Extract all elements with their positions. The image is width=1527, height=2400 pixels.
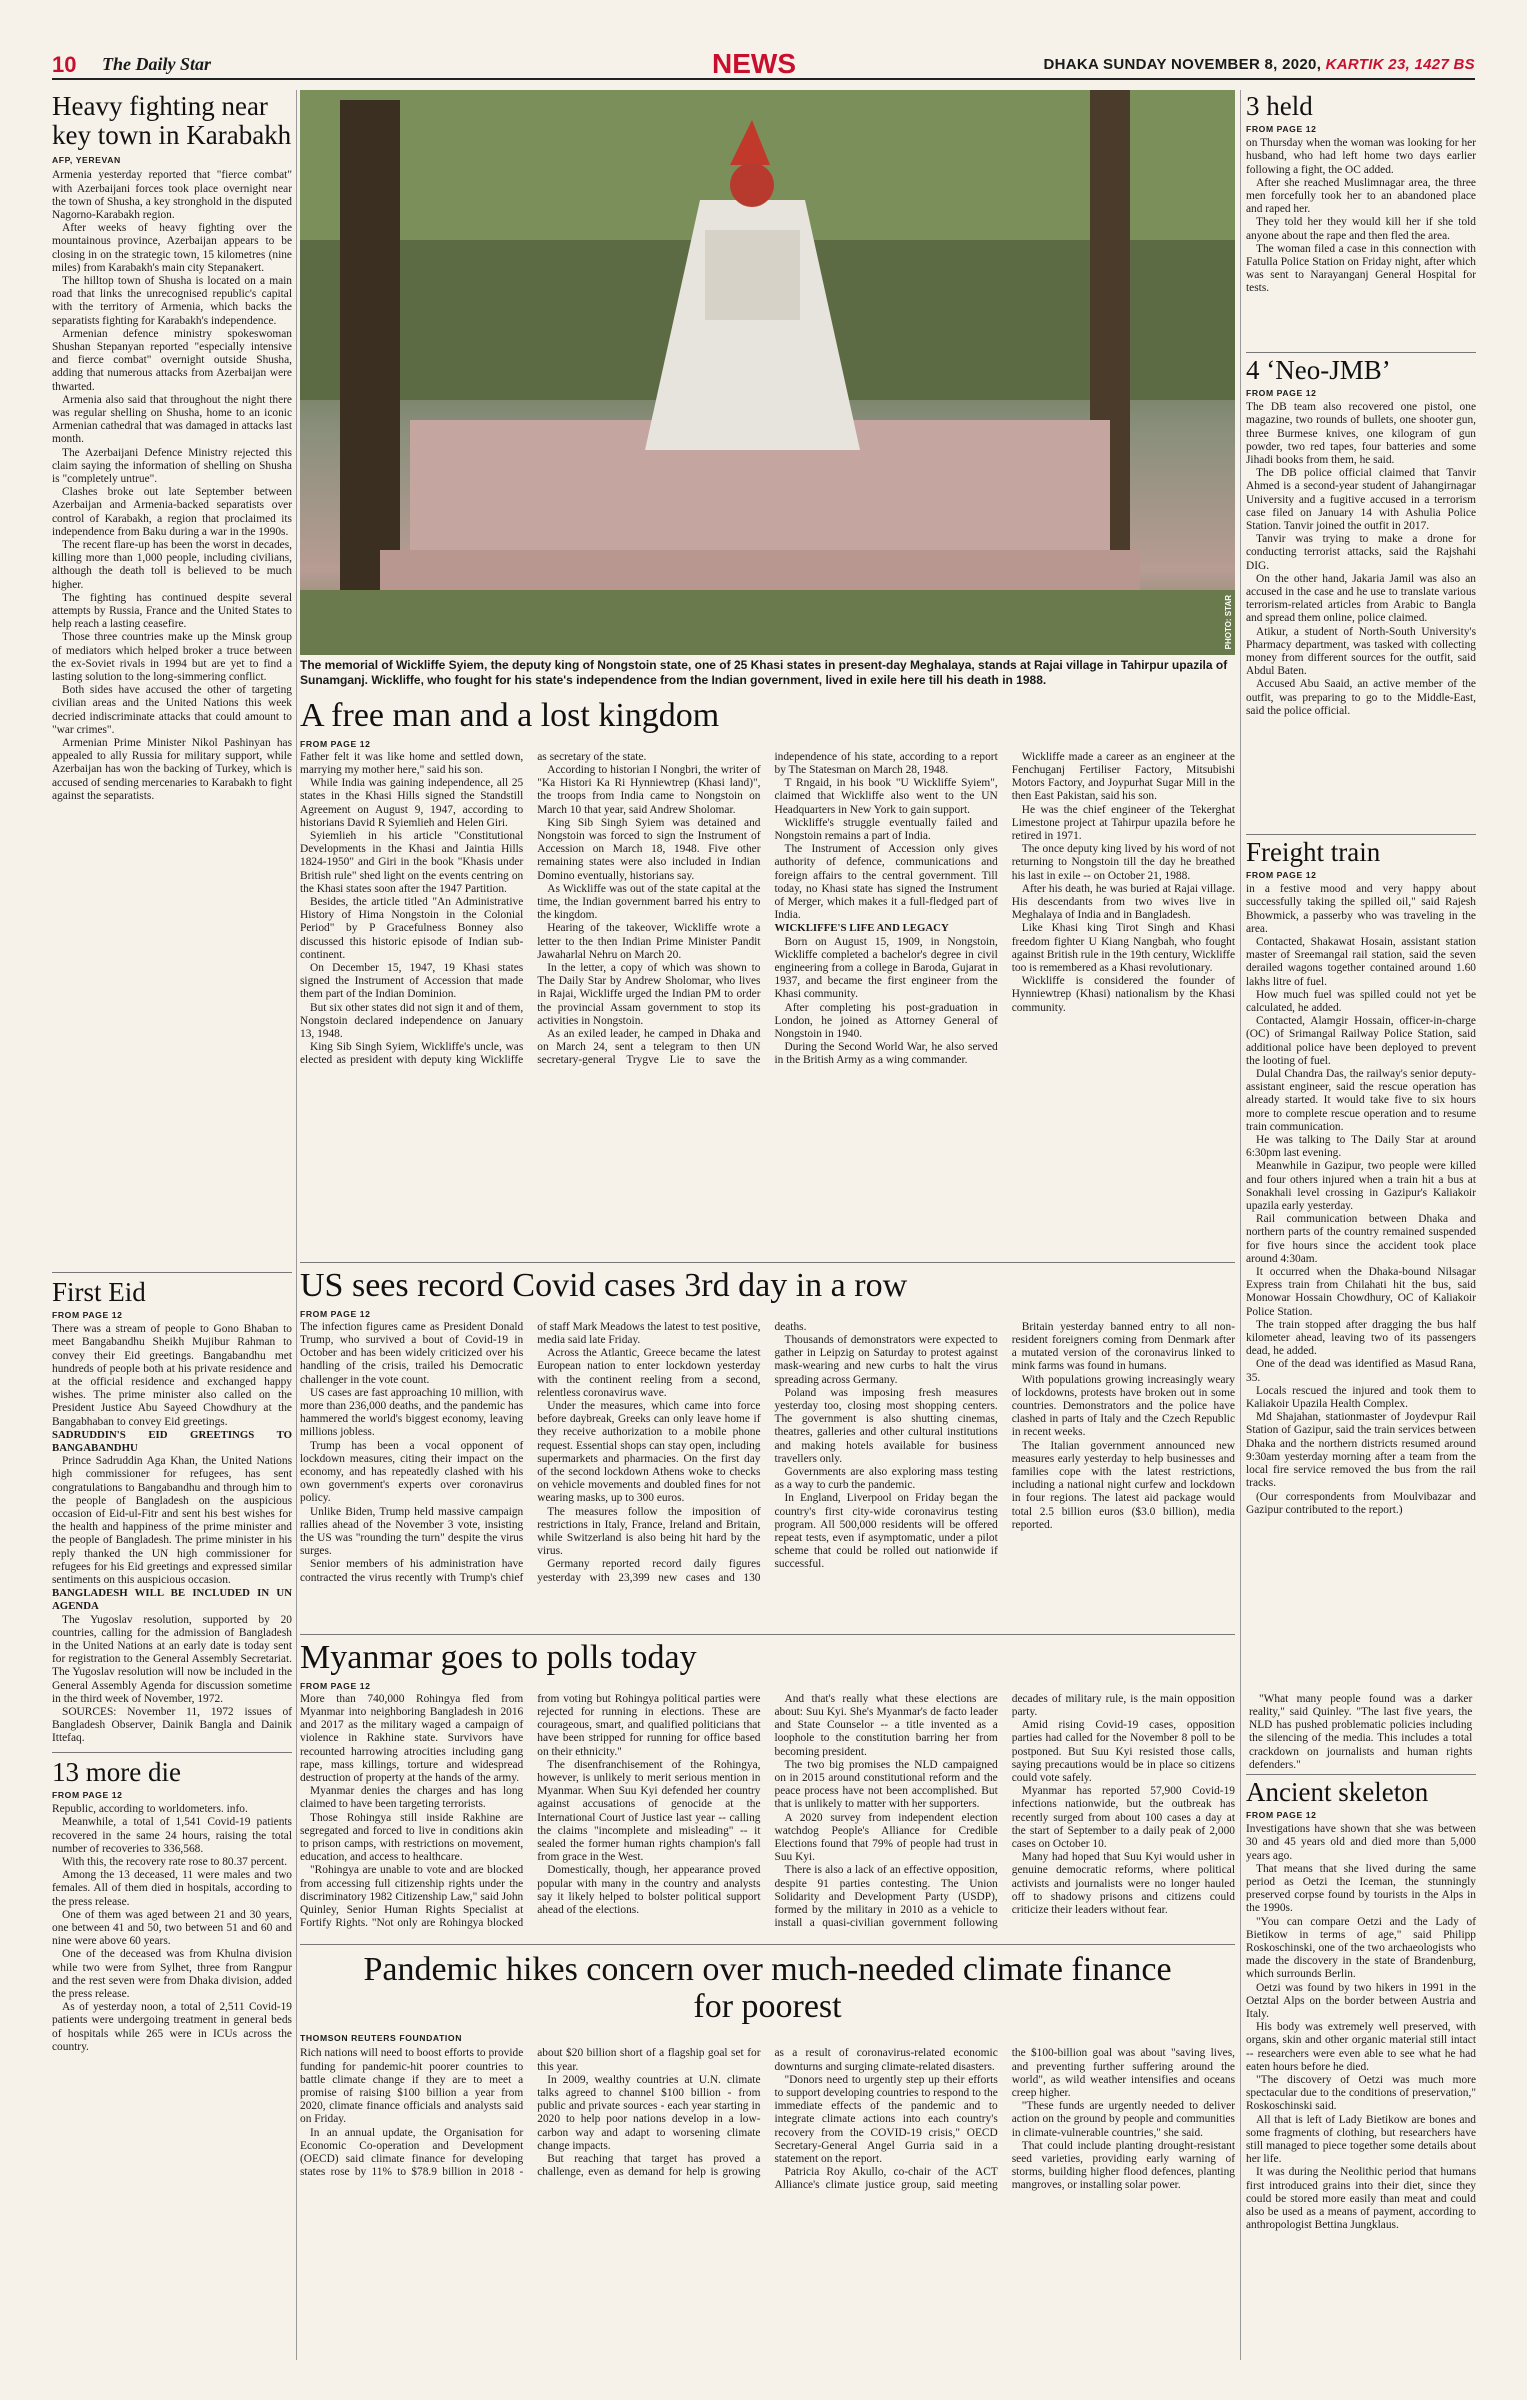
paragraph: According to historian I Nongbri, the writer of "Ka Histori Ka Ri Hynniewtrep (Khasi land)", the troops from India came to Nongstoin on March 10 that year, said Andrew Sholomar. <box>537 763 761 816</box>
paragraph: Myanmar has reported 57,900 Covid-19 infections nationwide, but the outbreak has recently surged from about 100 cases a day at the start of September to a daily peak of 2,000 cases on October 10. <box>1011 1785 1235 1850</box>
paragraph: Armenian Prime Minister Nikol Pashinyan has appealed to ally Russia for military support, while Azerbaijan has won the backing of Turkey, which is accused of sending mercenaries to Karabakh to fight against the separatists. <box>52 737 292 802</box>
paragraph: "Rohingya are unable to vote and are blocked from accessing full citizenship rights under the discriminatory 1982 Citizenship Law," said John Quinley, Senior Human Rights Specialist at Fortify Rights. "Not only are Rohingya blocked from voting but Rohingya political parties were rejected for running in elections. These are courageous, smart, and qualified politicians that have been stripped for running for office based on their ethnicity." <box>300 1692 761 1930</box>
paragraph: After his death, he was buried at Rajai village. His descendants from two wives live in Meghalaya of India and in Bangladesh. <box>1011 882 1235 922</box>
headline-more-die: 13 more die <box>52 1757 181 1787</box>
paragraph: Accused Abu Saaid, an active member of the outfit, was preparing to go to the Middle-East, said the police official. <box>1246 678 1476 717</box>
paragraph: Rail communication between Dhaka and northern parts of the country remained suspended for five hours since the accident took place around 4:30am. <box>1246 1213 1476 1265</box>
paragraph: Wickliffe made a career as an engineer at the Fenchuganj Fertiliser Factory, Mitsubishi Motors Factory, and Joypurhat Sugar Mill in the then East Pakistan, said his son. <box>1011 750 1235 803</box>
source-skeleton: FROM PAGE 12 <box>1246 1810 1317 1821</box>
paragraph: It was during the Neolithic period that humans first introduced grains into their diet, since they could be stored more easily than meat and could also be used as a means of payment, according to anthropologist Bettina Jungklaus. <box>1246 2166 1476 2232</box>
headline-pandemic: Pandemic hikes concern over much-needed climate finance for poorest <box>363 1951 1172 2025</box>
paragraph: Britain yesterday banned entry to all non-resident foreigners coming from Denmark after a mutated version of the coronavirus linked to mink farms was found in humans. <box>1011 1320 1235 1373</box>
paragraph: Tanvir was trying to make a drone for conducting terrorist attacks, said the Rajshahi DIG. <box>1246 533 1476 572</box>
paragraph: The train stopped after dragging the bus half kilometer ahead, leaving two of its passengers dead, he added. <box>1246 1318 1476 1358</box>
paragraph: Like Khasi king Tirot Singh and Khasi freedom fighter U Kiang Nangbah, who fought against British rule in the 19th century, Wickliffe too is remembered as a Khasi revolutionary. <box>1011 922 1235 974</box>
paragraph: More than 740,000 Rohingya fled from Myanmar into neighboring Bangladesh in 2016 and 2017 as the military waged a campaign of violence in Rakhine state. Survivors have recounted harrowing atrocities including gang rape, mass killings, torture and widespread destruction of property at the hands of the army. <box>300 1692 524 1784</box>
paragraph: On the other hand, Jakaria Jamil was also an accused in the case and he use to translate various terrorism-related articles from Arabic to Bangla and spread them online, police claimed. <box>1246 572 1476 625</box>
paragraph: With this, the recovery rate rose to 80.37 percent. <box>62 1855 288 1868</box>
article-first-eid <box>52 1278 292 1746</box>
paragraph: Among the 13 deceased, 11 were males and two females. All of them died in hospitals, according to the press release. <box>52 1869 292 1908</box>
article-more-die <box>52 1758 292 2358</box>
paragraph: Contacted, Alamgir Hossain, officer-in-charge (OC) of Srimangal Railway Police Station, said additional police have been deployed to prevent the looting of fuel. <box>1246 1015 1476 1067</box>
paragraph: But reaching that target has proved a challenge, even as demand for help is growing as a result of coronavirus-related economic downturns and surging climate-related disasters. <box>537 2047 998 2179</box>
source-more-die: FROM PAGE 12 <box>52 1790 123 1801</box>
subheading: BANGLADESH WILL BE INCLUDED IN UN AGENDA <box>52 1587 292 1613</box>
paragraph: With populations growing increasingly weary of lockdowns, protests have broken out in some countries. Demonstrators and the police have clashed in parts of Italy and the Czech Republic in recent weeks. <box>1011 1373 1235 1439</box>
headline-karabakh: Heavy fighting near key town in Karabakh <box>52 91 292 151</box>
section-title: NEWS <box>712 48 796 79</box>
paragraph: SOURCES: November 11, 1972 issues of Bangladesh Observer, Dainik Bangla and Dainik Ittefaq. <box>52 1706 292 1745</box>
paragraph: Under the measures, which came into force before daybreak, Greeks can only leave home if they receive authorization to a mobile phone request. Essential shops can stay open, including supermarkets and pharmacies. On the first day of the second lockdown Athens woke to checks on vehicle movements and doubled fines for not wearing masks, up to 300 euros. <box>537 1399 761 1505</box>
body-first-eid <box>52 1323 292 1746</box>
paragraph: Poland was imposing fresh measures yesterday too, closing most shopping centers. The government is also shutting cinemas, theatres, galleries and other cultural institutions and making hotels available for business travellers only. <box>774 1386 998 1465</box>
paragraph: In the letter, a copy of which was shown to The Daily Star by Andrew Sholomar, who lives in Rajai, Wickliffe urged the Indian PM to order the provincial Assam government to stop its activities in Nongstoin. <box>537 961 761 1027</box>
paragraph: And that's really what these elections are about: Suu Kyi. She's Myanmar's de facto leader and State Counselor -- a title invented as a loophole to the constitution barring her from becoming president. <box>774 1692 998 1758</box>
paragraph: While India was gaining independence, all 25 states in the Khasi Hills signed the Standstill Agreement on August 9, 1947, according to historians David R Syiemlieh and Helen Giri. <box>300 777 524 829</box>
paragraph: As of yesterday noon, a total of 2,511 Covid-19 patients were undergoing treatment in general beds of hospitals while 265 were in ICUs across the country. <box>52 2001 292 2053</box>
paragraph: Rich nations will need to boost efforts to provide funding for pandemic-hit poorer countries to battle climate change if they are to meet a promise of raising $100 billion a year from 2020, climate finance officials and analysts said on Friday. <box>300 2047 524 2126</box>
paragraph: In an annual update, the Organisation for Economic Co-operation and Development (OECD) said climate finance for developing states rose by 11% to $78.9 billion in 2018 - about $20 billion short of a flagship goal set for this year. <box>300 2047 761 2179</box>
paragraph: T Rngaid, in his book "U Wickliffe Syiem", claimed that Wickliffe also went to the UN Headquarters in New York to gain support. <box>774 777 998 816</box>
paragraph: Dulal Chandra Das, the railway's senior deputy-assistant engineer, said the rescue operation has already started. It would take five to six hours more to complete rescue operation and to resume train communication. <box>1246 1068 1476 1133</box>
paragraph: The infection figures came as President Donald Trump, who survived a bout of Covid-19 in October and has been widely criticized over his handling of the crisis, trailed his Democratic challenger in the vote count. <box>300 1320 524 1386</box>
paragraph: Besides, the article titled "An Administrative History of Hima Nongstoin in the Colonial Period" by P Gracefulness Bonney also discussed this historic episode of Indian sub-continent. <box>300 895 524 961</box>
source-three-held: FROM PAGE 12 <box>1246 124 1317 135</box>
paragraph: Trump has been a vocal opponent of lockdown measures, citing their impact on the economy, and has repeatedly clashed with his own government's experts over coronavirus policy. <box>300 1439 524 1505</box>
paragraph: That means that she lived during the same period as Oetzi the Iceman, the stunningly preserved corpse found by tourists in the Alps in the 1990s. <box>1246 1862 1476 1915</box>
headline-free-man: A free man and a lost kingdom <box>300 697 720 734</box>
paragraph: Thousands of demonstrators were expected to gather in Leipzig on Saturday to protest against mask-wearing and new curbs to halt the virus spreading across Germany. <box>774 1333 998 1386</box>
paragraph: The Instrument of Accession only gives authority of defence, communications and foreign affairs to the central government. Till today, no Khasi state has signed the Instrument of Merger, which makes it a full-fledged part of India. <box>774 843 998 922</box>
paragraph: The two big promises the NLD campaigned on in 2015 around constitutional reform and the peace process have not been accomplished. But that is unlikely to matter with her supporters. <box>774 1758 998 1811</box>
paragraph: Germany reported record daily figures yesterday with 23,399 new cases and 130 deaths. <box>537 1320 807 1584</box>
paragraph: After she reached Muslimnagar area, the three men forcefully took her to an abandoned place and raped her. <box>1246 176 1476 216</box>
paragraph: The DB police official claimed that Tanvir Ahmed is a second-year student of Jahangirnagar University and a fugitive accused in a terrorism case filed on January 14 with Ashulia Police Station. Tanvir joined the outfit in 2017. <box>1246 467 1476 532</box>
article-neo-jmb <box>1246 356 1476 832</box>
paragraph: Atikur, a student of North-South University's Pharmacy department, was tasked with collecting money from different sources for the outfit, said Abdul Baten. <box>1246 625 1476 678</box>
headline-neo-jmb: 4 ‘Neo-JMB’ <box>1246 355 1391 385</box>
paragraph: He was the chief engineer of the Tekerghat Limestone project at Tahirpur upazila before he retired in 1971. <box>1011 803 1235 842</box>
headline-covid: US sees record Covid cases 3rd day in a row <box>300 1267 908 1304</box>
paragraph: "You can compare Oetzi and the Lady of Bietikow in terms of age," said Philipp Roskoschinski, one of the two archaeologists who made the discovery in the state of Brandenburg, which surrounds Berlin. <box>1246 1915 1476 1981</box>
paragraph: After completing his post-graduation in London, he joined as Attorney General of Nongstoin in 1940. <box>774 1001 998 1040</box>
paragraph: Republic, according to worldometers. info. <box>52 1803 248 1816</box>
subheading: WICKLIFFE'S LIFE AND LEGACY <box>774 922 949 935</box>
paragraph: During the Second World War, he also served in the British Army as a wing commander. <box>774 1041 998 1067</box>
paragraph: The hilltop town of Shusha is located on a main road that links the unrecognised republic's capital with the territory of Armenia, which backs the separatists fighting for Karabakh's independence. <box>52 274 292 327</box>
paragraph: The disenfranchisement of the Rohingya, however, is unlikely to merit serious mention in Myanmar. When Suu Kyi defended her country against accusations of genocide at the International Court of Justice last year -- calling the claims "incomplete and misleading" -- it sealed the former human rights champion's fall from grace in the West. <box>537 1758 761 1864</box>
source-first-eid: FROM PAGE 12 <box>52 1310 123 1321</box>
photo-caption: The memorial of Wickliffe Syiem, the deputy king of Nongstoin state, one of 25 Khasi states in present-day Meghalaya, stands at Rajai village in Tahirpur upazila of Sunamganj. Wickliffe, who fought for his state's independence from the Indian government, lived in exile here till his death in 1988. <box>300 658 1228 687</box>
paragraph: The Italian government announced new measures early yesterday to help businesses and families cope with the latest restrictions, including a national night curfew and lockdown in four regions. The latest aid package would total 2.5 billion euros ($3.0 billion), media reported. <box>1011 1439 1235 1531</box>
source-neo-jmb: FROM PAGE 12 <box>1246 388 1317 399</box>
paragraph: Hearing of the takeover, Wickliffe wrote a letter to the then Indian Prime Minister Pandit Jawaharlal Nehru on March 20. <box>537 922 761 961</box>
paragraph: The DB team also recovered one pistol, one magazine, two rounds of bullets, one shooter gun, three Burmese knives, one kilogram of gun powder, two red tapes, four batteries and some Jihadi books from them, he said. <box>1246 401 1476 466</box>
paragraph: All that is left of Lady Bietikow are bones and some fragments of clothing, but researchers have still managed to piece together some details about her life. <box>1246 2113 1476 2166</box>
paragraph: They told her they would kill her if she told anyone about the rape and then fled the area. <box>1246 216 1476 242</box>
headline-three-held: 3 held <box>1246 91 1313 121</box>
source-karabakh: AFP, YEREVAN <box>52 155 121 166</box>
paragraph: in a festive mood and very happy about successfully taking the spilled oil," said Rajesh Bhowmick, a passerby who was traveling in the area. <box>1246 883 1476 935</box>
source-covid: FROM PAGE 12 <box>300 1308 371 1319</box>
headline-skeleton: Ancient skeleton <box>1246 1777 1429 1807</box>
source-pandemic: THOMSON REUTERS FOUNDATION <box>300 2033 463 2044</box>
paragraph: There was a stream of people to Gono Bhaban to meet Bangabandhu Sheikh Mujibur Rahman to convey their Eid greetings. Bangabandhu met hundreds of people both at his private residence and at the official residence and exchanged happy wishes. The prime minister also called on the President Justice Abu Sayeed Chowdhury at the Bangabhaban to convey Eid greetings. <box>52 1323 292 1428</box>
memorial-photo-illustration <box>300 90 1235 655</box>
body-freight <box>1246 883 1476 1517</box>
paragraph: One of the dead was identified as Masud Rana, 35. <box>1246 1358 1476 1384</box>
paragraph: Oetzi was found by two hikers in 1991 in the Oetztal Alps on the border between Austria and Italy. <box>1246 1981 1476 2020</box>
body-free-man <box>300 751 1235 1251</box>
headline-first-eid: First Eid <box>52 1277 146 1307</box>
paragraph: In England, Liverpool on Friday began the country's first city-wide coronavirus testing program. All 500,000 residents will be offered repeat tests, even if asymptomatic, under a pilot scheme that could be rolled out nationwide if successful. <box>774 1492 998 1571</box>
paragraph: How much fuel was spilled could not yet be calculated, he added. <box>1246 988 1476 1014</box>
source-free-man: FROM PAGE 12 <box>300 738 371 749</box>
paragraph: on Thursday when the woman was looking for her husband, who had left home two days earlier following a fight, the OC added. <box>1246 137 1476 176</box>
article-skeleton <box>1246 1778 1476 2360</box>
article-covid <box>300 1268 1235 1630</box>
headline-freight: Freight train <box>1246 837 1381 867</box>
paragraph: The recent flare-up has been the worst in decades, killing more than 1,000 people, including civilians, although the death toll is believed to be much higher. <box>52 539 292 591</box>
paragraph: Many had hoped that Suu Kyi would usher in genuine democratic reforms, where political activists and journalists were no longer hauled off to shadowy prisons and citizens could criticize their leaders without fear. <box>1011 1851 1235 1916</box>
paragraph: "These funds are urgently needed to deliver action on the ground by people and communities in climate-vulnerable countries," she said. <box>1011 2100 1235 2139</box>
paragraph: Domestically, though, her appearance proved popular with many in the country and analysts say it likely helped to bolster political support ahead of the elections. <box>537 1864 761 1916</box>
paragraph: Amid rising Covid-19 cases, opposition parties had called for the November 8 poll to be postponed. But Suu Kyi resisted those calls, saying precautions would be in place so citizens could vote safely. <box>1011 1719 1235 1784</box>
headline-myanmar: Myanmar goes to polls today <box>300 1639 697 1676</box>
paragraph: His body was extremely well preserved, with organs, skin and other organic material still intact -- researchers were even able to see what he had eaten hours before he died. <box>1246 2021 1476 2073</box>
paragraph: The once deputy king lived by his word of not returning to Nongstoin till the day he breathed his last in exile -- on October 21, 1988. <box>1011 843 1235 882</box>
paragraph: Meanwhile in Gazipur, two people were killed and four others injured when a train hit a bus at Sonakhali level crossing in Gazipur's Kaliakoir upazila early yesterday. <box>1246 1160 1476 1213</box>
photo-credit: PHOTO: STAR <box>1224 594 1233 649</box>
paragraph: Investigations have shown that she was between 30 and 45 years old and died more than 5,000 years ago. <box>1246 1823 1476 1862</box>
paragraph: "The discovery of Oetzi was much more spectacular due to the conditions of preservation," Roskoschinski said. <box>1246 2074 1476 2113</box>
paper-name: The Daily Star <box>102 54 212 74</box>
paragraph: Armenia also said that throughout the night there was regular shelling on Shusha, home to an iconic Armenian cathedral that was damaged in attacks last month. <box>52 393 292 446</box>
paragraph: On December 15, 1947, 19 Khasi states signed the Instrument of Accession that made them part of the Indian Dominion. <box>300 961 524 1001</box>
paragraph: Md Shajahan, stationmaster of Joydevpur Rail Station of Gazipur, said the train services between Dhaka and the northern districts resumed around 9:30am yesterday morning after a team from the local fire service removed the bus from the rail tracks. <box>1246 1411 1476 1490</box>
subheading: SADRUDDIN'S EID GREETINGS TO BANGABANDHU <box>52 1428 292 1454</box>
page-number: 10 <box>52 52 77 77</box>
paragraph: But six other states did not sign it and of them, Nongstoin declared independence on January 13, 1948. <box>300 1001 524 1040</box>
article-karabakh <box>52 92 292 1272</box>
paragraph: Senior members of his administration have contracted the virus recently with Trump's chief of staff Mark Meadows the latest to test positive, media said late Friday. <box>300 1320 761 1584</box>
article-three-held <box>1246 92 1476 350</box>
paragraph: (Our correspondents from Moulvibazar and Gazipur contributed to the report.) <box>1246 1490 1476 1516</box>
body-more-die <box>52 1803 292 2054</box>
paragraph: "Donors need to urgently step up their efforts to support developing countries to respond to the immediate effects of the pandemic and to integrate climate actions into each country's recovery from the COVID-19 crisis," OECD Secretary-General Angel Gurria said in a statement on the report. <box>774 2073 998 2166</box>
paragraph: In 2009, wealthy countries at U.N. climate talks agreed to channel $100 billion - from public and private sources - each year starting in 2020 to help poor nations develop in a low-carbon way and adapt to worsening climate change impacts. <box>537 2073 761 2152</box>
source-myanmar: FROM PAGE 12 <box>300 1680 371 1691</box>
paragraph: Both sides have accused the other of targeting civilian areas and the United Nations this week decried indiscriminate attacks that could amount to "war crimes". <box>52 684 292 736</box>
paragraph: The Yugoslav resolution, supported by 20 countries, calling for the admission of Bangladesh in the United Nations at an early date is today sent for registration to the General Assembly Secretariat. The Yugoslav resolution will now be included in the General Assembly Agenda for discussion sometime in the third week of November, 1972. <box>52 1613 292 1705</box>
body-skeleton <box>1246 1823 1476 2232</box>
paragraph: He was talking to The Daily Star at around 6:30pm last evening. <box>1246 1134 1476 1160</box>
paragraph: As an exiled leader, he camped in Dhaka and on March 24, sent a telegram to then UN secretary-general Trygve Lie to save the independence of his state, according to a report by The Statesman on March 28, 1948. <box>537 750 998 1067</box>
page-header <box>52 50 1475 80</box>
body-neo-jmb <box>1246 401 1476 718</box>
date-line: DHAKA SUNDAY NOVEMBER 8, 2020, KARTIK 23, 1427 BS <box>1043 56 1475 73</box>
paragraph: One of them was aged between 21 and 30 years, one between 41 and 50, two between 51 and 60 and nine were above 60 years. <box>52 1908 292 1948</box>
paragraph: That could include planting drought-resistant seed varieties, providing early warning of storms, building higher flood defences, planting mangroves, or installing solar power. <box>1011 2139 1235 2192</box>
paragraph: Governments are also exploring mass testing as a way to curb the pandemic. <box>774 1465 998 1492</box>
paragraph: Prince Sadruddin Aga Khan, the United Nations high commissioner for refugees, has sent congratulations to Bangabandhu and through him to the people of Bangladesh on the auspicious occasion of Eid-ul-Fitr and sent his best wishes for the health and happiness of the prime minister and the people of Bangladesh. The prime minister in his reply thanked the UN high commissioner for refugees for his Eid greetings and expressed similar sentiments on this auspicious occasion. <box>52 1455 292 1587</box>
paragraph: Syiemlieh in his article "Constitutional Developments in the Khasi and Jaintia Hills 1824-1950" and Giri in the book "Khasis under British rule" shed light on the events centring on the Khasi states soon after the 1947 Partition. <box>300 829 524 895</box>
paragraph: Wickliffe is considered the founder of Hynniewtrep (Khasi) nationalism by the Khasi community. <box>1011 975 1235 1014</box>
paragraph: The Azerbaijani Defence Ministry rejected this claim saying the information of shelling on Shusha is "completely untrue". <box>52 446 292 485</box>
paragraph: Unlike Biden, Trump held massive campaign rallies ahead of the November 3 vote, insisting the US was "rounding the turn" despite the virus surges. <box>300 1505 524 1558</box>
article-pandemic <box>300 1952 1235 2360</box>
paragraph: The woman filed a case in this connection with Fatulla Police Station on Friday night, after which was sent to Narayanganj General Hospital for tests. <box>1246 242 1476 295</box>
paragraph: King Sib Singh Syiem was detained and Nongstoin was forced to sign the Instrument of Accession on March 18, 1948. Five other remaining states were also included in Indian Domino eventually, historians say. <box>537 816 761 882</box>
paragraph: A 2020 survey from independent election watchdog People's Alliance for Credible Elections found that 79% of people had trust in Suu Kyi. <box>774 1811 998 1864</box>
paragraph: Armenia yesterday reported that "fierce combat" with Azerbaijani forces took place overnight near the town of Shusha, a key stronghold in the disputed Nagorno-Karabakh region. <box>52 169 292 221</box>
source-freight: FROM PAGE 12 <box>1246 870 1317 881</box>
paragraph: Wickliffe's struggle eventually failed and Nongstoin remains a part of India. <box>774 816 998 842</box>
paragraph: King Sib Singh Syiem, Wickliffe's uncle, was elected as president with deputy king Wickliffe as secretary of the state. <box>300 750 647 1067</box>
paragraph: Across the Atlantic, Greece became the latest European nation to enter lockdown yesterday with the continent reeling from a second, relentless coronavirus wave. <box>537 1347 761 1399</box>
paragraph: US cases are fast approaching 10 million, with more than 236,000 deaths, and the pandemic has hammered the world's biggest economy, leaving millions jobless. <box>300 1386 524 1439</box>
paragraph: It occurred when the Dhaka-bound Nilsagar Express train from Chilahati hit the bus, said Monowar Hossain Chowdhury, OC of Kaliakoir Police Station. <box>1246 1266 1476 1318</box>
paragraph: "What many people found was a darker reality," said Quinley. "The last five years, the NLD has pushed problematic policies including the silencing of the media. This includes a total crackdown on journalists and human rights defenders." <box>1249 1692 1473 1771</box>
article-free-man <box>300 698 1235 1258</box>
paragraph: Born on August 15, 1909, in Nongstoin, Wickliffe completed a bachelor's degree in civil engineering from a college in Baroda, Gujarat in 1937, and became the first engineer from the Khasi community. <box>774 935 998 1001</box>
paragraph: One of the deceased was from Khulna division while two were from Sylhet, three from Rangpur and the rest seven were from Dhaka division, added the press release. <box>52 1948 292 2000</box>
body-karabakh <box>52 169 292 803</box>
paragraph: As Wickliffe was out of the state capital at the time, the Indian government barred his entry to the kingdom. <box>537 882 761 922</box>
paragraph: There is also a lack of an effective opposition, despite 91 parties contesting. The Union Solidarity and Development Party (USDP), formed by the military in 2010 as a vehicle to install a quasi-civilian government following decades of military rule, is the main opposition party. <box>774 1692 1235 1930</box>
article-freight <box>1246 838 1476 1772</box>
body-pandemic <box>300 2047 1235 2347</box>
paragraph: Meanwhile, a total of 1,541 Covid-19 patients recovered in the same 24 hours, raising the total number of recoveries to 336,568. <box>52 1816 292 1855</box>
paragraph: Locals rescued the injured and took them to Kaliakoir Upazila Health Complex. <box>1246 1384 1476 1411</box>
paragraph: Myanmar denies the charges and has long claimed to have been targeting terrorists. <box>300 1785 524 1811</box>
body-covid <box>300 1321 1235 1626</box>
paragraph: Patricia Roy Akullo, co-chair of the ACT Alliance's climate justice group, said meeting the $100-billion goal was about "saving lives, and preventing further suffering around the world", as wild weather intensifies and oceans creep higher. <box>774 2047 1235 2192</box>
paragraph: Those three countries make up the Minsk group of mediators which helped broker a truce between the ex-Soviet rivals in 1994 but are yet to find a lasting solution to the long-simmering conflict. <box>52 631 292 684</box>
body-three-held <box>1246 137 1476 295</box>
paragraph: After weeks of heavy fighting over the mountainous province, Azerbaijan appears to be closing in on the strategic town, 15 kilometres (nine miles) from Karabakh's main city Stepanakert. <box>52 222 292 274</box>
paragraph: The measures follow the imposition of restrictions in Italy, France, Ireland and Britain, while Switzerland is also being hit hard by the virus. <box>537 1505 761 1558</box>
paragraph: Clashes broke out late September between Azerbaijan and Armenia-backed separatists over control of Karabakh, a region that proclaimed its independence from Baku during a war in the 1990s. <box>52 486 292 538</box>
paragraph: Contacted, Shakawat Hosain, assistant station master of Sreemangal rail station, said the seven derailed wagons together contained around 1.60 lakhs litre of fuel. <box>1246 935 1476 988</box>
paragraph: Armenian defence ministry spokeswoman Shushan Stepanyan reported "especially intensive and fierce combat" overnight outside Shusha, adding that numerous attacks from Azerbaijan were thwarted. <box>52 327 292 393</box>
memorial-photo <box>300 90 1235 655</box>
paragraph: Father felt it was like home and settled down, marrying my mother here," said his son. <box>300 750 524 776</box>
paragraph: The fighting has continued despite several attempts by Russia, France and the United States to help reach a lasting ceasefire. <box>52 591 292 631</box>
paragraph: Those Rohingya still inside Rakhine are segregated and forced to live in conditions akin to prison camps, with restrictions on movement, education, and access to healthcare. <box>300 1811 524 1864</box>
